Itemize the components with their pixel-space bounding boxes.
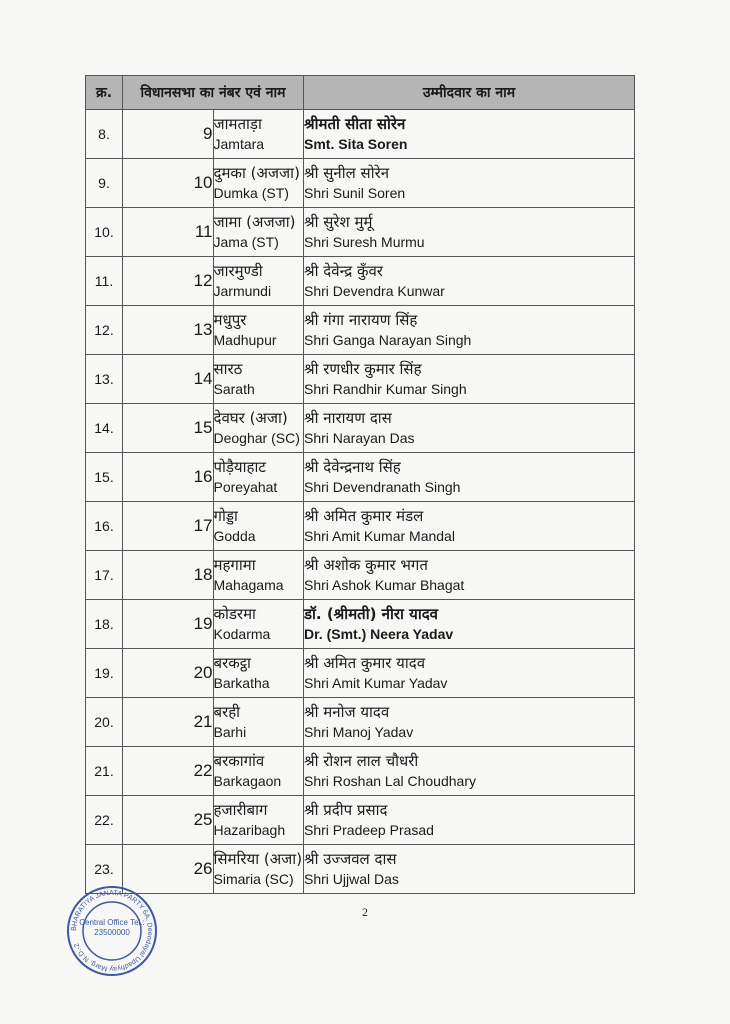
constituency-name-cell-text: सिमरिया (अजा) bbox=[213, 850, 303, 868]
serial-cell bbox=[86, 208, 123, 257]
candidate-name-cell-text: श्री उज्जवल दास bbox=[304, 850, 397, 868]
candidate-name-cell-text: Shri Ujjwal Das bbox=[304, 871, 399, 887]
serial-cell-text: 21. bbox=[94, 763, 114, 779]
constituency-name-cell bbox=[213, 845, 304, 894]
constituency-name-cell-text: जामताड़ा bbox=[213, 115, 262, 133]
serial-cell bbox=[86, 698, 123, 747]
constituency-name-cell-text: गोड्डा bbox=[213, 507, 238, 525]
serial-cell bbox=[86, 796, 123, 845]
serial-cell-text: 9. bbox=[98, 175, 110, 191]
serial-cell bbox=[86, 453, 123, 502]
constituency-name-cell bbox=[213, 600, 304, 649]
serial-cell bbox=[86, 600, 123, 649]
constituency-name-cell bbox=[213, 649, 304, 698]
constituency-name-cell bbox=[213, 551, 304, 600]
candidate-name-cell-text: श्री गंगा नारायण सिंह bbox=[304, 311, 418, 329]
candidate-name-cell-text: Shri Amit Kumar Yadav bbox=[304, 675, 448, 691]
serial-cell bbox=[86, 649, 123, 698]
serial-cell-text: 16. bbox=[94, 518, 114, 534]
candidate-name-cell-text: Shri Amit Kumar Mandal bbox=[304, 528, 455, 544]
constituency-number-cell bbox=[123, 257, 214, 306]
serial-cell-text: 8. bbox=[98, 126, 110, 142]
constituency-number-cell bbox=[123, 306, 214, 355]
serial-cell-text: 17. bbox=[94, 567, 114, 583]
constituency-name-cell bbox=[213, 698, 304, 747]
constituency-number-cell bbox=[123, 600, 214, 649]
serial-cell-text: 11. bbox=[94, 273, 114, 289]
table-row bbox=[86, 159, 635, 208]
candidate-name-cell bbox=[304, 551, 635, 600]
constituency-number-cell bbox=[123, 649, 214, 698]
table-row bbox=[86, 257, 635, 306]
constituency-name-cell-text: महगामा bbox=[213, 556, 256, 574]
serial-cell bbox=[86, 747, 123, 796]
constituency-number-cell-text: 22 bbox=[193, 761, 213, 780]
candidate-name-cell-text: Shri Sunil Soren bbox=[304, 185, 406, 201]
constituency-name-cell-text: मधुपुर bbox=[213, 311, 247, 329]
constituency-name-cell-text: बरही bbox=[213, 703, 241, 721]
constituency-number-cell-text: 16 bbox=[193, 467, 213, 486]
candidate-name-cell-text: Shri Narayan Das bbox=[304, 430, 415, 446]
stamp-center-text: Central Office Tel.: 23500000 bbox=[79, 918, 145, 937]
candidate-name-cell-text: श्री सुनील सोरेन bbox=[304, 164, 390, 182]
candidate-name-cell-text: श्री नारायण दास bbox=[304, 409, 392, 427]
constituency-name-cell-text: Jarmundi bbox=[213, 283, 272, 299]
serial-cell-text: 12. bbox=[94, 322, 114, 338]
candidate-name-cell-text: श्री मनोज यादव bbox=[304, 703, 390, 721]
constituency-name-cell-text: Dumka (ST) bbox=[213, 185, 289, 201]
serial-cell-text: 14. bbox=[94, 420, 114, 436]
candidate-name-cell-text: श्री अमित कुमार मंडल bbox=[304, 507, 424, 525]
table-row bbox=[86, 110, 635, 159]
candidate-name-cell-text: श्रीमती सीता सोरेन bbox=[304, 115, 406, 133]
constituency-name-cell-text: Deoghar (SC) bbox=[213, 430, 300, 446]
constituency-name-cell bbox=[213, 257, 304, 306]
constituency-name-cell-text: Godda bbox=[213, 528, 256, 544]
constituency-name-cell-text: Simaria (SC) bbox=[213, 871, 294, 887]
serial-cell bbox=[86, 110, 123, 159]
table-row bbox=[86, 747, 635, 796]
constituency-name-cell-text: पोड़ैयाहाट bbox=[213, 458, 266, 476]
constituency-name-cell bbox=[213, 796, 304, 845]
header-candidate: उम्मीदवार का नाम bbox=[304, 76, 635, 110]
constituency-name-cell-text: दुमका (अजजा) bbox=[213, 164, 300, 182]
constituency-number-cell bbox=[123, 747, 214, 796]
candidate-name-cell bbox=[304, 796, 635, 845]
table-row bbox=[86, 845, 635, 894]
constituency-number-cell bbox=[123, 502, 214, 551]
constituency-number-cell bbox=[123, 698, 214, 747]
constituency-name-cell-text: Mahagama bbox=[213, 577, 284, 593]
constituency-name-cell-text: कोडरमा bbox=[213, 605, 256, 623]
serial-cell-text: 18. bbox=[94, 616, 114, 632]
table-header-row bbox=[86, 76, 635, 110]
constituency-name-cell-text: हजारीबाग bbox=[213, 801, 268, 819]
candidate-name-cell bbox=[304, 649, 635, 698]
candidate-name-cell-text: Shri Ganga Narayan Singh bbox=[304, 332, 472, 348]
constituency-number-cell-text: 21 bbox=[193, 712, 213, 731]
svg-text:BHARATIYA JANATA PARTY 6A, Dee: BHARATIYA JANATA PARTY 6A, Deendayal Upadhyay Marg, N.D.-2 bbox=[70, 889, 154, 973]
table-row bbox=[86, 502, 635, 551]
candidate-name-cell-text: श्री अमित कुमार यादव bbox=[304, 654, 426, 672]
constituency-number-cell-text: 12 bbox=[193, 271, 213, 290]
serial-cell-text: 10. bbox=[94, 224, 114, 240]
constituency-number-cell-text: 20 bbox=[193, 663, 213, 682]
constituency-name-cell-text: जामा (अजजा) bbox=[213, 213, 296, 231]
table-row bbox=[86, 306, 635, 355]
serial-cell-text: 13. bbox=[94, 371, 114, 387]
constituency-name-cell-text: Kodarma bbox=[213, 626, 271, 642]
candidate-name-cell-text: Shri Manoj Yadav bbox=[304, 724, 414, 740]
candidate-table bbox=[85, 75, 635, 894]
constituency-name-cell-text: बरकागांव bbox=[213, 752, 265, 770]
serial-cell-text: 19. bbox=[94, 665, 114, 681]
constituency-name-cell-text: Poreyahat bbox=[213, 479, 278, 495]
candidate-name-cell-text: Shri Devendranath Singh bbox=[304, 479, 461, 495]
constituency-name-cell-text: सारठ bbox=[213, 360, 243, 378]
constituency-name-cell-text: Hazaribagh bbox=[213, 822, 286, 838]
candidate-name-cell bbox=[304, 845, 635, 894]
constituency-name-cell-text: जारमुण्डी bbox=[213, 262, 263, 280]
table-row bbox=[86, 404, 635, 453]
candidate-name-cell-text: डॉ. (श्रीमती) नीरा यादव bbox=[304, 605, 439, 623]
constituency-number-cell bbox=[123, 551, 214, 600]
candidate-name-cell-text: श्री सुरेश मुर्मू bbox=[304, 213, 373, 231]
serial-cell bbox=[86, 257, 123, 306]
table-row bbox=[86, 796, 635, 845]
constituency-number-cell-text: 15 bbox=[193, 418, 213, 437]
constituency-number-cell bbox=[123, 796, 214, 845]
table-row bbox=[86, 355, 635, 404]
candidate-name-cell-text: Smt. Sita Soren bbox=[304, 136, 408, 152]
constituency-number-cell-text: 13 bbox=[193, 320, 213, 339]
candidate-name-cell-text: श्री रोशन लाल चौधरी bbox=[304, 752, 419, 770]
serial-cell-text: 20. bbox=[94, 714, 114, 730]
table-row bbox=[86, 551, 635, 600]
serial-cell bbox=[86, 159, 123, 208]
constituency-name-cell bbox=[213, 747, 304, 796]
constituency-name-cell-text: Barhi bbox=[213, 724, 247, 740]
serial-cell bbox=[86, 404, 123, 453]
candidate-name-cell bbox=[304, 404, 635, 453]
candidate-name-cell-text: Shri Roshan Lal Choudhary bbox=[304, 773, 476, 789]
party-stamp bbox=[66, 885, 158, 977]
candidate-name-cell bbox=[304, 600, 635, 649]
candidate-name-cell bbox=[304, 110, 635, 159]
table-row bbox=[86, 698, 635, 747]
constituency-name-cell-text: Barkatha bbox=[213, 675, 270, 691]
serial-cell-text: 15. bbox=[94, 469, 114, 485]
candidate-name-cell-text: Shri Pradeep Prasad bbox=[304, 822, 434, 838]
candidate-name-cell-text: श्री देवेन्द्रनाथ सिंह bbox=[304, 458, 401, 476]
constituency-number-cell-text: 14 bbox=[193, 369, 213, 388]
table-row bbox=[86, 600, 635, 649]
header-serial: क्र. bbox=[86, 76, 123, 110]
candidate-name-cell bbox=[304, 698, 635, 747]
constituency-number-cell bbox=[123, 110, 214, 159]
constituency-name-cell bbox=[213, 502, 304, 551]
candidate-name-cell bbox=[304, 502, 635, 551]
table-row bbox=[86, 649, 635, 698]
serial-cell-text: 22. bbox=[94, 812, 114, 828]
constituency-name-cell bbox=[213, 404, 304, 453]
constituency-name-cell-text: Madhupur bbox=[213, 332, 277, 348]
serial-cell bbox=[86, 502, 123, 551]
candidate-name-cell-text: श्री रणधीर कुमार सिंह bbox=[304, 360, 422, 378]
candidate-name-cell bbox=[304, 355, 635, 404]
candidate-name-cell-text: Shri Suresh Murmu bbox=[304, 234, 425, 250]
constituency-number-cell-text: 19 bbox=[193, 614, 213, 633]
constituency-number-cell-text: 9 bbox=[203, 124, 213, 143]
constituency-name-cell bbox=[213, 306, 304, 355]
constituency-name-cell-text: Jama (ST) bbox=[213, 234, 279, 250]
constituency-name-cell bbox=[213, 110, 304, 159]
serial-cell-text: 23. bbox=[94, 861, 114, 877]
constituency-name-cell-text: बरकट्ठा bbox=[213, 654, 251, 672]
constituency-number-cell bbox=[123, 453, 214, 502]
constituency-number-cell-text: 10 bbox=[193, 173, 213, 192]
constituency-name-cell-text: Jamtara bbox=[213, 136, 265, 152]
page-number: 2 bbox=[362, 905, 368, 919]
candidate-name-cell-text: श्री प्रदीप प्रसाद bbox=[304, 801, 388, 819]
serial-cell bbox=[86, 551, 123, 600]
serial-cell bbox=[86, 355, 123, 404]
constituency-number-cell-text: 26 bbox=[193, 859, 213, 878]
constituency-number-cell-text: 11 bbox=[194, 222, 213, 241]
constituency-number-cell-text: 18 bbox=[193, 565, 213, 584]
table-row bbox=[86, 208, 635, 257]
constituency-name-cell-text: Sarath bbox=[213, 381, 255, 397]
header-constituency: विधानसभा का नंबर एवं नाम bbox=[123, 76, 304, 110]
constituency-number-cell bbox=[123, 404, 214, 453]
constituency-name-cell-text: Barkagaon bbox=[213, 773, 282, 789]
constituency-number-cell bbox=[123, 208, 214, 257]
candidate-name-cell-text: श्री अशोक कुमार भगत bbox=[304, 556, 428, 574]
candidate-name-cell-text: श्री देवेन्द्र कुँवर bbox=[304, 262, 383, 280]
constituency-name-cell bbox=[213, 453, 304, 502]
candidate-name-cell bbox=[304, 453, 635, 502]
candidate-name-cell-text: Shri Ashok Kumar Bhagat bbox=[304, 577, 465, 593]
serial-cell bbox=[86, 306, 123, 355]
table-row bbox=[86, 453, 635, 502]
constituency-number-cell bbox=[123, 355, 214, 404]
candidate-name-cell bbox=[304, 159, 635, 208]
table-body bbox=[86, 110, 635, 894]
candidate-name-cell bbox=[304, 306, 635, 355]
candidate-name-cell-text: Shri Devendra Kunwar bbox=[304, 283, 445, 299]
candidate-name-cell-text: Shri Randhir Kumar Singh bbox=[304, 381, 467, 397]
candidate-name-cell bbox=[304, 208, 635, 257]
constituency-number-cell-text: 25 bbox=[193, 810, 213, 829]
candidate-name-cell bbox=[304, 747, 635, 796]
constituency-number-cell-text: 17 bbox=[193, 516, 213, 535]
constituency-name-cell bbox=[213, 355, 304, 404]
candidate-name-cell-text: Dr. (Smt.) Neera Yadav bbox=[304, 626, 454, 642]
constituency-number-cell bbox=[123, 159, 214, 208]
constituency-name-cell bbox=[213, 159, 304, 208]
candidate-name-cell bbox=[304, 257, 635, 306]
constituency-name-cell-text: देवघर (अजा) bbox=[213, 409, 288, 427]
constituency-name-cell bbox=[213, 208, 304, 257]
